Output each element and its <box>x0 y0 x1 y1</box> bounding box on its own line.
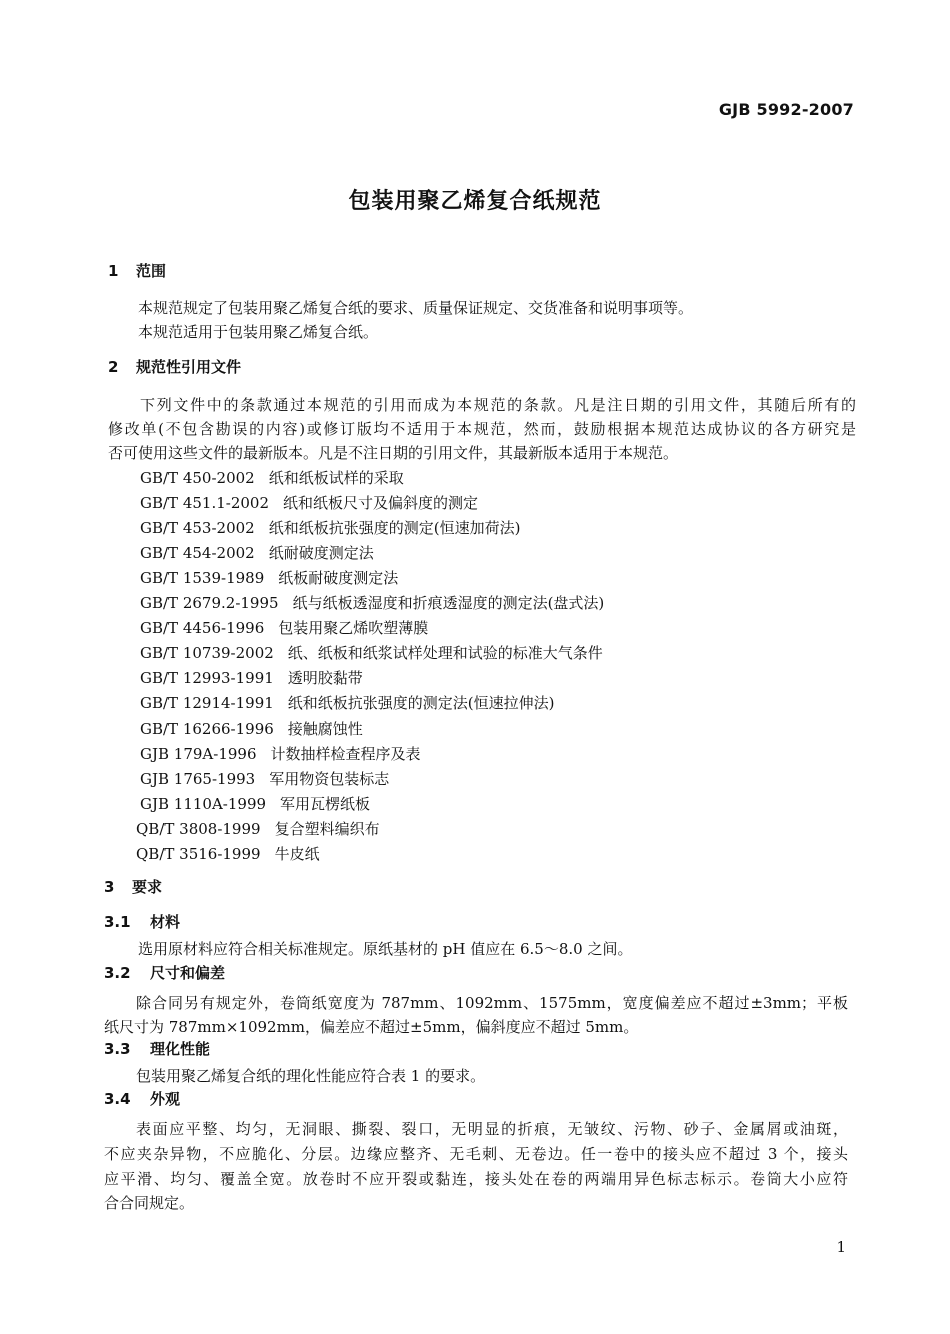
reference-code: GB/T 4456-1996 <box>140 619 265 637</box>
reference-title: 计数抽样检查程序及表 <box>270 745 421 763</box>
section-number: 1 <box>108 262 119 280</box>
reference-code: GB/T 10739-2002 <box>140 644 274 662</box>
reference-item <box>140 669 363 687</box>
reference-code: GB/T 453-2002 <box>140 519 255 537</box>
section-number: 3.4 <box>104 1090 131 1108</box>
reference-item <box>140 795 370 813</box>
document-title: 包装用聚乙烯复合纸规范 <box>348 189 602 214</box>
section-title: 材料 <box>150 913 181 931</box>
reference-code: QB/T 3808-1999 <box>136 820 261 838</box>
reference-code: GJB 179A-1996 <box>140 745 257 763</box>
reference-title: 接触腐蚀性 <box>287 720 363 738</box>
paragraph: 选用原材料应符合相关标准规定。原纸基材的 pH 值应在 6.5～8.0 之间。 <box>138 940 633 958</box>
reference-item <box>140 720 363 738</box>
section-title: 尺寸和偏差 <box>150 964 226 982</box>
paragraph-line: 下列文件中的条款通过本规范的引用而成为本规范的条款。凡是注日期的引用文件，其随后所有的 <box>140 396 856 414</box>
reference-code: GB/T 454-2002 <box>140 544 255 562</box>
reference-item <box>140 745 421 763</box>
section-title: 理化性能 <box>150 1040 211 1058</box>
reference-code: GJB 1110A-1999 <box>140 795 267 813</box>
section-number: 3.3 <box>104 1040 131 1058</box>
reference-title: 包装用聚乙烯吹塑薄膜 <box>278 619 429 637</box>
reference-item <box>140 569 398 587</box>
paragraph: 本规范规定了包装用聚乙烯复合纸的要求、质量保证规定、交货准备和说明事项等。 <box>138 299 694 317</box>
section-title: 要求 <box>132 878 163 896</box>
reference-item <box>140 519 520 537</box>
section-number: 3 <box>104 878 115 896</box>
section-number: 2 <box>108 358 119 376</box>
section-title: 范围 <box>136 262 167 280</box>
reference-item <box>136 845 320 863</box>
reference-code: GJB 1765-1993 <box>140 770 256 788</box>
paragraph: 本规范适用于包装用聚乙烯复合纸。 <box>138 323 379 341</box>
reference-title: 纸和纸板尺寸及偏斜度的测定 <box>283 494 479 512</box>
reference-title: 复合塑料编织布 <box>274 820 380 838</box>
reference-item <box>140 644 603 662</box>
reference-item <box>140 770 389 788</box>
reference-title: 军用物资包装标志 <box>269 770 390 788</box>
reference-item <box>140 544 374 562</box>
section-3-heading <box>104 878 162 896</box>
section-3-1-heading <box>104 913 180 931</box>
paragraph-line: 合合同规定。 <box>104 1194 195 1212</box>
paragraph: 包装用聚乙烯复合纸的理化性能应符合表 1 的要求。 <box>136 1067 486 1085</box>
paragraph-line: 表面应平整、均匀，无洞眼、撕裂、裂口，无明显的折痕，无皱纹、污物、砂子、金属屑或油斑， <box>136 1120 848 1138</box>
paragraph-line: 除合同另有规定外，卷筒纸宽度为 787mm、1092mm、1575mm，宽度偏差应不超过±3mm；平板 <box>136 994 848 1012</box>
section-title: 规范性引用文件 <box>136 358 242 376</box>
reference-code: GB/T 2679.2-1995 <box>140 594 279 612</box>
reference-code: GB/T 12993-1991 <box>140 669 274 687</box>
section-3-4-heading <box>104 1090 180 1108</box>
reference-code: GB/T 450-2002 <box>140 469 255 487</box>
paragraph-line: 否可使用这些文件的最新版本。凡是不注日期的引用文件，其最新版本适用于本规范。 <box>108 444 679 462</box>
reference-title: 牛皮纸 <box>274 845 320 863</box>
reference-title: 透明胶黏带 <box>287 669 363 687</box>
section-3-2-heading <box>104 964 225 982</box>
reference-code: GB/T 1539-1989 <box>140 569 265 587</box>
reference-item <box>136 820 380 838</box>
section-title: 外观 <box>150 1090 181 1108</box>
paragraph-line: 修改单(不包含勘误的内容)或修订版均不适用于本规范，然而，鼓励根据本规范达成协议的各方研究是 <box>108 420 856 438</box>
reference-code: GB/T 12914-1991 <box>140 694 274 712</box>
reference-title: 纸和纸板试样的采取 <box>268 469 404 487</box>
reference-item <box>140 594 604 612</box>
reference-item <box>140 494 478 512</box>
reference-item <box>140 619 428 637</box>
section-number: 3.2 <box>104 964 131 982</box>
reference-item <box>140 694 555 712</box>
section-1-heading <box>108 262 166 280</box>
reference-title: 纸和纸板抗张强度的测定法(恒速拉伸法) <box>287 694 555 712</box>
section-3-3-heading <box>104 1040 210 1058</box>
reference-title: 纸和纸板抗张强度的测定(恒速加荷法) <box>268 519 521 537</box>
section-2-heading <box>108 358 241 376</box>
reference-title: 纸板耐破度测定法 <box>278 569 399 587</box>
paragraph-line: 不应夹杂异物，不应脆化、分层。边缘应整齐、无毛刺、无卷边。任一卷中的接头应不超过 3 个，接头 <box>104 1145 848 1163</box>
reference-title: 军用瓦楞纸板 <box>280 795 371 813</box>
page-number: 1 <box>836 1238 846 1256</box>
reference-item <box>140 469 404 487</box>
reference-code: GB/T 451.1-2002 <box>140 494 270 512</box>
reference-code: GB/T 16266-1996 <box>140 720 274 738</box>
paragraph-line: 纸尺寸为 787mm×1092mm，偏差应不超过±5mm，偏斜度应不超过 5mm。 <box>104 1018 639 1036</box>
reference-title: 纸与纸板透湿度和折痕透湿度的测定法(盘式法) <box>292 594 605 612</box>
section-number: 3.1 <box>104 913 131 931</box>
reference-code: QB/T 3516-1999 <box>136 845 261 863</box>
reference-title: 纸、纸板和纸浆试样处理和试验的标准大气条件 <box>287 644 603 662</box>
reference-title: 纸耐破度测定法 <box>268 544 374 562</box>
paragraph-line: 应平滑、均匀、覆盖全宽。放卷时不应开裂或黏连，接头处在卷的两端用异色标志标示。卷筒大小应符 <box>104 1170 848 1188</box>
standard-number: GJB 5992-2007 <box>718 100 854 119</box>
